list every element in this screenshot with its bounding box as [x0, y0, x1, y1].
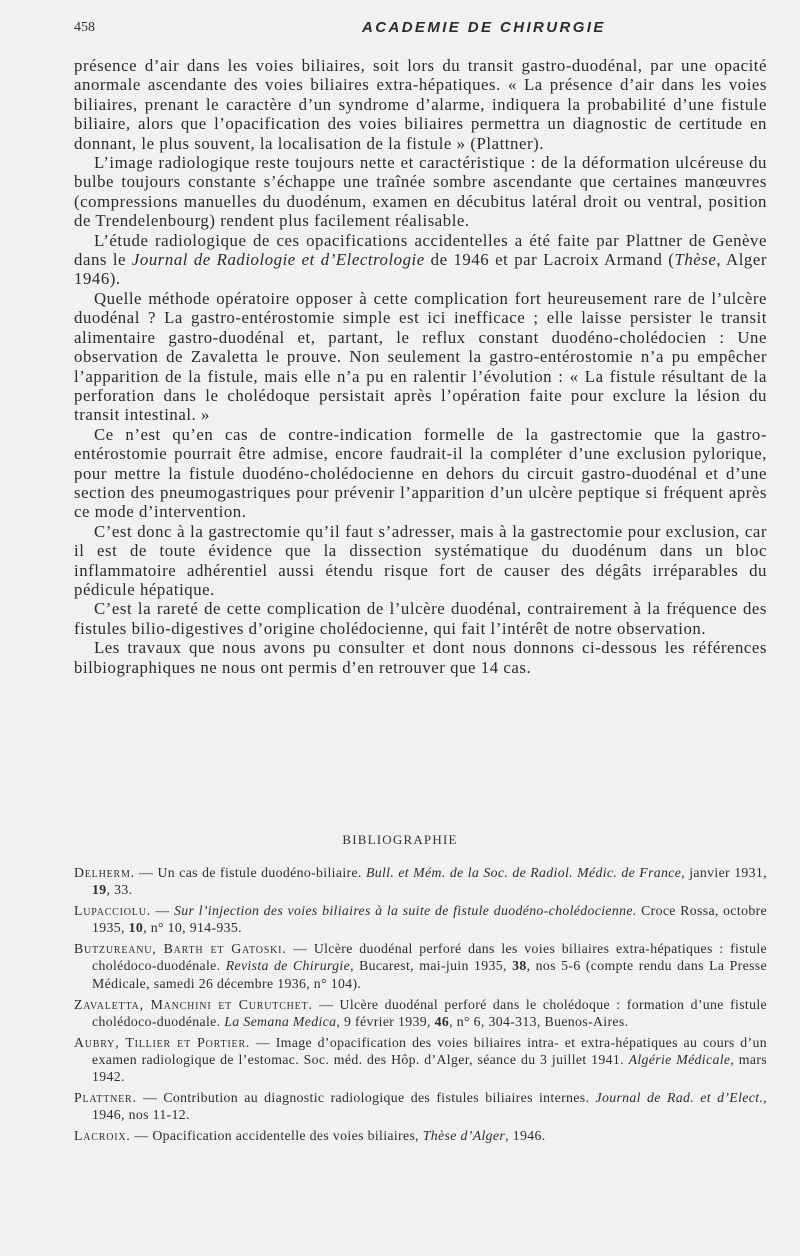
- ref-text: Croce Rossa, octobre 1935,: [92, 903, 767, 936]
- bibliography-entry: [74, 1034, 767, 1085]
- paragraph-5: Ce n’est qu’en cas de contre-indication formelle de la gastrectomie que la gastro-entérostomie pourrait être admise, encore faudrait-il la compléter d’une exclusion pylorique, pour mettre la fistule duodéno-cholédocienne en dehors du circuit gastro-duodénal et d’une section des pneumogastriques pour prévenir l’apparition d’un ulcère peptique si fréquent après ce mode d’intervention.: [74, 424, 767, 522]
- ref-text: , n° 10, 914-935.: [143, 920, 242, 936]
- bibliography-entry: [74, 1127, 767, 1144]
- ref-text: , mars 1942.: [92, 1051, 767, 1085]
- bibliography-entry: [74, 940, 767, 991]
- ref-source: Revista de Chirurgie: [225, 958, 351, 974]
- bibliography-entry: [74, 1089, 767, 1123]
- ref-text: , n° 6, 304-313, Buenos-Aires.: [449, 1013, 629, 1029]
- paragraph-1: présence d’air dans les voies biliaires, soit lors du transit gastro-duodénal, par une opacité anormale ascendante des voies biliaires extra-hépatiques. « La présence d’air dans les voies biliaires, prenant le caractère d’un syndrome d’alarme, indiquera la probabilité d’une fistule biliaire, alors que l’opacification des voies biliaires permettra un diagnostic de certitude en donnant, le plus souvent, la localisation de la fistule » (Plattner).: [74, 56, 767, 153]
- page-number: 458: [74, 20, 95, 35]
- ref-authors: Butzureanu, Barth et Gatoski.: [74, 941, 287, 957]
- ref-authors: Zavaletta, Manchini et Curutchet.: [74, 996, 313, 1012]
- paragraph-3: [74, 231, 767, 289]
- ref-volume: 38: [512, 958, 527, 974]
- paragraph-8: Les travaux que nous avons pu consulter et dont nous donnons ci-dessous les références bilbiographiques ne nous ont permis d’en retrouver que 14 cas.: [74, 638, 767, 677]
- bibliography-entry: [74, 864, 767, 898]
- bibliography-list: [74, 864, 767, 1148]
- ref-text: , janvier 1931,: [681, 865, 767, 880]
- ref-text: , Bucarest, mai-juin 1935,: [350, 958, 513, 974]
- ref-text: —: [151, 903, 175, 919]
- journal-title: Journal de Radiologie et d’Electrologie: [131, 250, 425, 270]
- ref-authors: Lacroix.: [74, 1128, 131, 1144]
- ref-volume: 10: [128, 920, 144, 936]
- bibliography-entry: [74, 996, 767, 1030]
- ref-text: — Opacification accidentelle des voies biliaires,: [130, 1128, 423, 1144]
- ref-text: , 33.: [106, 882, 133, 898]
- paragraph-2: L’image radiologique reste toujours nette et caractéristique : de la déformation ulcéreuse du bulbe toujours constante s’échappe une traînée sombre ascendante que certaines manœuvres (compressions manuelles du duodénum, examen en décubitus latéral droit ou ventral, position de Trendelenbourg) rendent plus facilement réalisable.: [74, 153, 767, 231]
- bibliography-entry: [74, 902, 767, 936]
- ref-source: Sur l’injection des voies biliaires à la suite de fistule duodéno-cholédocienne.: [174, 903, 637, 919]
- running-title: ACADEMIE DE CHIRURGIE: [362, 19, 606, 36]
- bibliography-heading: BIBLIOGRAPHIE: [342, 832, 458, 847]
- paragraph-6: C’est donc à la gastrectomie qu’il faut s’adresser, mais à la gastrectomie pour exclusion, car il est de toute évidence que la dissection systématique du duodénum dans un bloc inflammatoire adhérentiel aussi étendu risque fort de causer des dégâts irréparables du pédicule hépatique.: [74, 521, 767, 599]
- ref-text: — Contribution au diagnostic radiologique des fistules biliaires internes.: [136, 1090, 596, 1106]
- paragraph-7: C’est la rareté de cette complication de l’ulcère duodénal, contrairement à la fréquence des fistules bilio-digestives d’origine cholédocienne, qui fait l’intérêt de notre observation.: [74, 599, 767, 638]
- ref-text: , nos 5-6 (compte rendu dans La Presse Médicale, samedi 26 décembre 1936, n° 104).: [92, 958, 767, 991]
- ref-authors: Lupacciolu.: [74, 903, 151, 919]
- ref-source: Bull. et Mém. de la Soc. de Radiol. Médic. de France: [365, 865, 682, 880]
- paragraph-3-text: de 1946 et par Lacroix Armand (: [424, 250, 675, 270]
- ref-source: La Semana Medica: [224, 1013, 337, 1029]
- ref-text: — Image d’opacification des voies biliaires intra- et extra-hépatiques au cours d’un examen radiologique de l’estomac. Soc. méd. des Hôp. d’Alger, séance du 3 juillet 1941.: [92, 1034, 767, 1067]
- body-text: [74, 56, 767, 677]
- ref-source: Thèse d’Alger: [422, 1128, 506, 1144]
- ref-authors: Plattner.: [74, 1090, 137, 1106]
- paragraph-4: Quelle méthode opératoire opposer à cette complication fort heureusement rare de l’ulcère duodénal ? La gastro-entérostomie simple est ici inefficace ; elle laisse persister le transit alimentaire gastro-duodénal et, partant, le reflux constant duodéno-cholédocien : Une observation de Zavaletta le prouve. Non seulement la gastro-entérostomie n’a pu empêcher l’apparition de la fistule, mais elle n’a pu en ralentir l’évolution : « La fistule résultant de la perforation dans le cholédoque persistait après l’opération faite pour exclure la lésion du transit intestinal. »: [74, 288, 767, 425]
- page-header: [74, 20, 767, 44]
- ref-text: — Ulcère duodénal perforé dans le cholédoque : formation d’une fistule cholédoco-duodénale.: [92, 996, 768, 1029]
- ref-text: — Un cas de fistule duodéno-biliaire.: [134, 865, 366, 880]
- ref-source: Algérie Médicale: [628, 1051, 731, 1067]
- ref-text: , 1946.: [505, 1128, 546, 1144]
- ref-source: Journal de Rad. et d’Elect.: [595, 1090, 764, 1106]
- ref-text: , 1946, nos 11-12.: [92, 1090, 767, 1123]
- ref-volume: 19: [92, 882, 107, 898]
- ref-text: , 9 février 1939,: [336, 1013, 435, 1029]
- paragraph-3-text: , Alger 1946).: [74, 250, 767, 289]
- ref-authors: Aubry, Tillier et Portier.: [74, 1034, 251, 1050]
- ref-authors: Delherm.: [74, 865, 135, 880]
- ref-text: — Ulcère duodénal perforé dans les voies biliaires extra-hépatiques : fistule cholédoco-duodénale.: [92, 941, 767, 974]
- ref-volume: 46: [434, 1013, 450, 1029]
- these-word: Thèse: [674, 250, 717, 270]
- paragraph-3-text: L’étude radiologique de ces opacifications accidentelles a été faite par Plattner de Genève dans le: [74, 230, 767, 270]
